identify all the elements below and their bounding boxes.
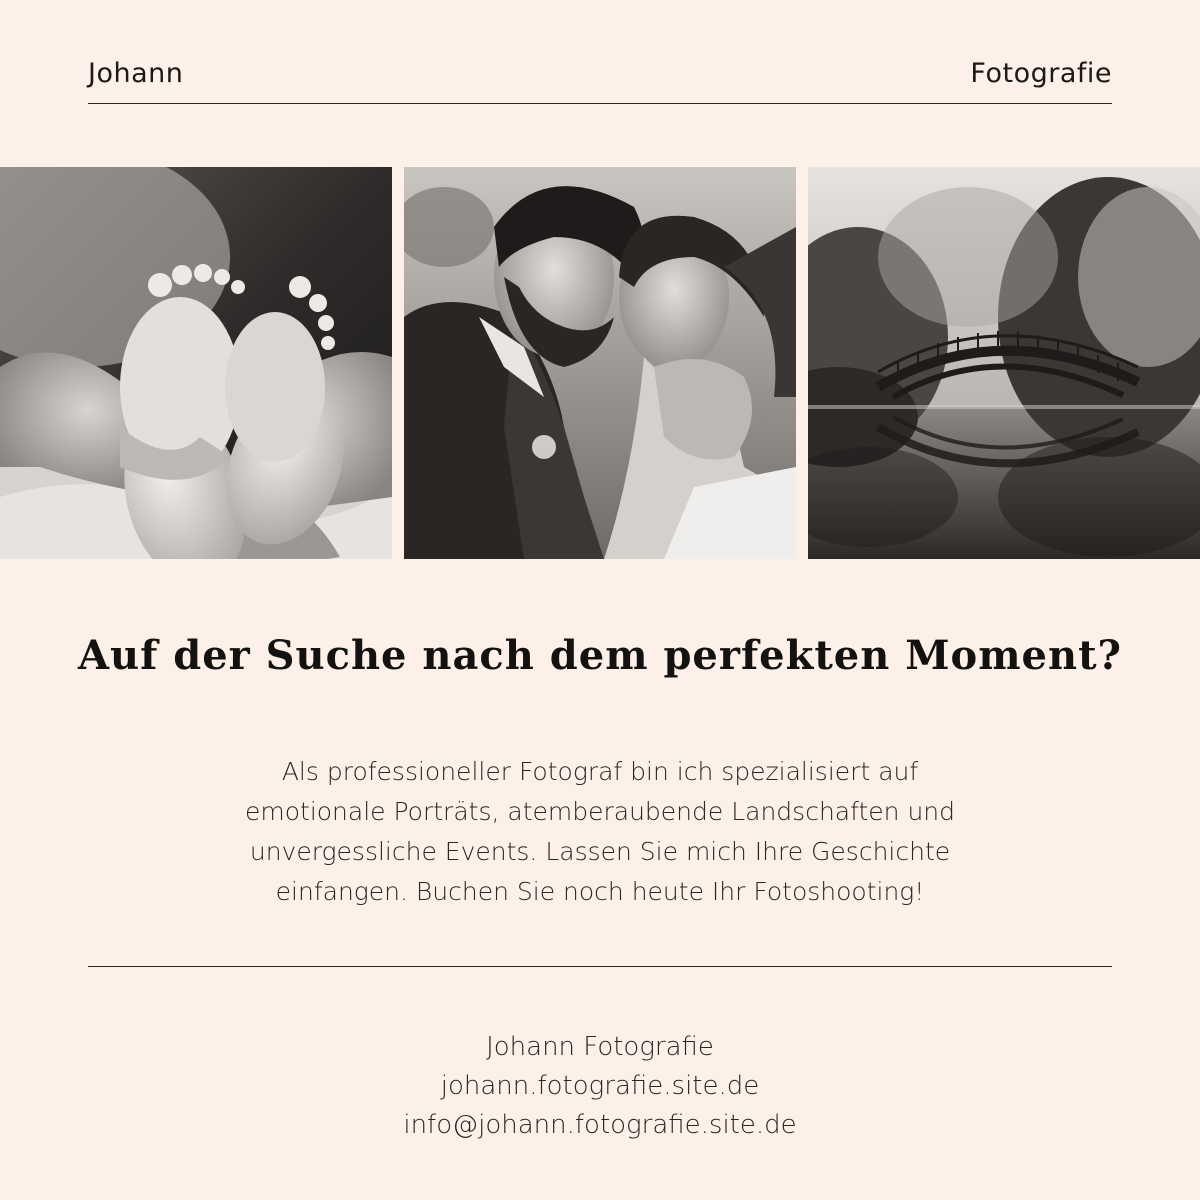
bridge-landscape-photo (808, 167, 1200, 559)
description-line: einfangen. Buchen Sie noch heute Ihr Fotoshooting! (275, 877, 925, 906)
photo-gallery (0, 167, 1200, 559)
description-line: Als professioneller Fotograf bin ich spezialisiert auf (281, 757, 919, 786)
email-link[interactable]: info@johann.fotografie.site.de (403, 1110, 797, 1140)
header (88, 50, 1112, 104)
description (180, 752, 1020, 912)
brand-name: Johann (88, 58, 184, 89)
baby-feet-photo (0, 167, 392, 559)
divider (88, 966, 1112, 967)
description-line: unvergessliche Events. Lassen Sie mich Ihre Geschichte (249, 837, 951, 866)
headline: Auf der Suche nach dem perfekten Moment? (77, 632, 1122, 679)
wedding-couple-photo (404, 167, 796, 559)
website-link[interactable]: johann.fotografie.site.de (440, 1071, 760, 1101)
contact-name: Johann Fotografie (486, 1032, 714, 1062)
brand-category: Fotografie (970, 58, 1112, 89)
contact-block (0, 1028, 1200, 1145)
description-line: emotionale Porträts, atemberaubende Landschaften und (244, 797, 956, 826)
